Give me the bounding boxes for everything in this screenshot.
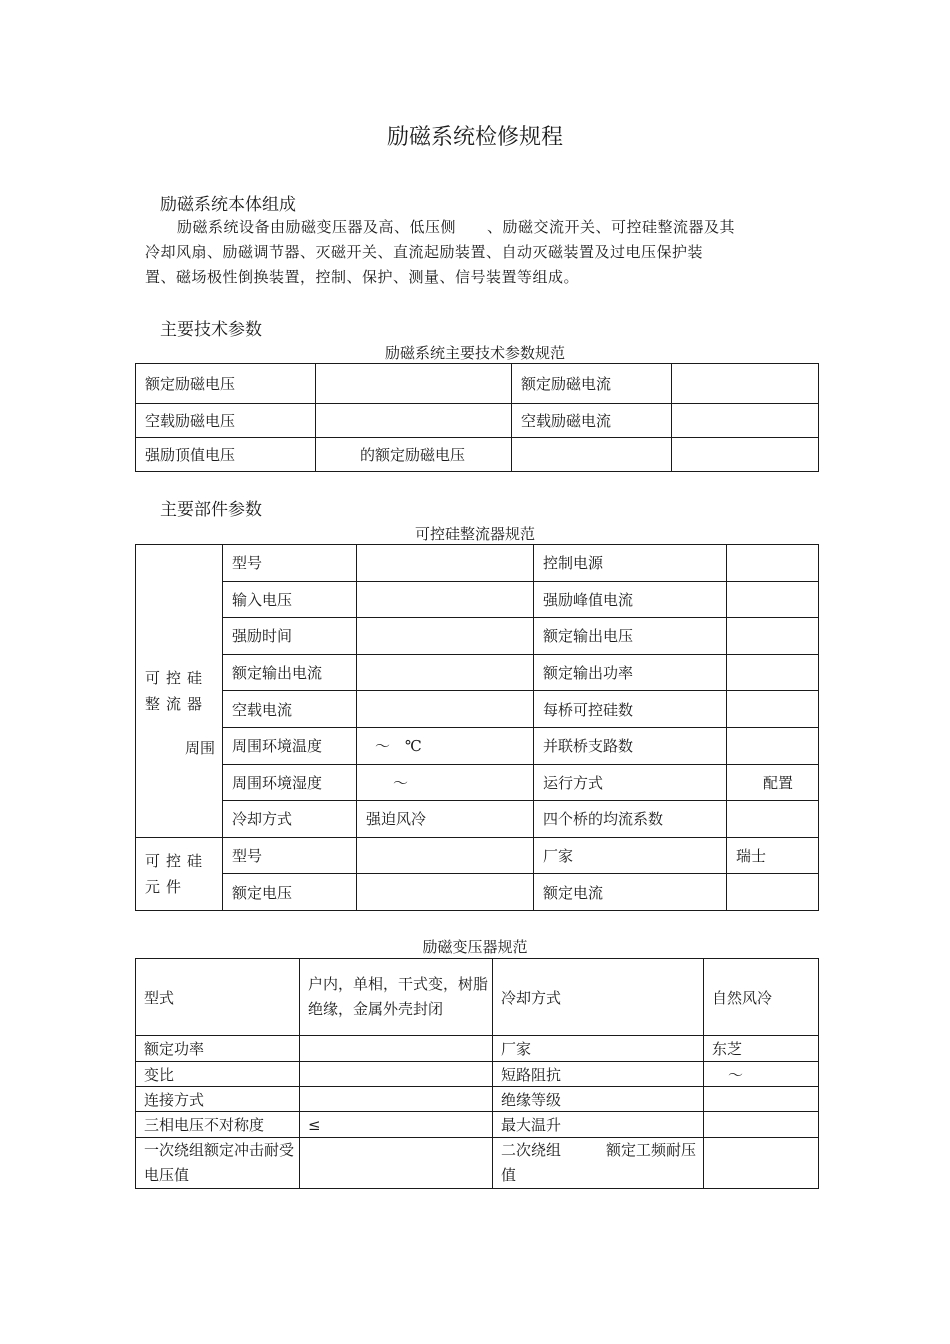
param-label: 运行方式 [534, 764, 727, 801]
param-label: 额定励磁电流 [512, 364, 672, 404]
param-label: 额定电流 [534, 874, 727, 911]
param-label [512, 438, 672, 472]
param-value: 瑞士 [727, 837, 819, 874]
section-heading-components: 主要部件参数 [160, 500, 262, 520]
param-label: 二次绕组 额定工频耐压值 [493, 1138, 704, 1189]
param-label: 四个桥的均流系数 [534, 801, 727, 838]
param-label: 一次绕组额定冲击耐受电压值 [136, 1138, 300, 1189]
section-heading-composition: 励磁系统本体组成 [160, 195, 296, 215]
param-label: 厂家 [493, 1036, 704, 1062]
param-label: 型号 [223, 545, 357, 582]
table-row [136, 1062, 819, 1087]
table-row [136, 1112, 819, 1138]
table-row [136, 837, 819, 874]
paragraph-line-2: 冷却风扇、励磁调节器、灭磁开关、直流起励装置、自动灭磁装置及过电压保护装 [145, 243, 704, 261]
param-label: 型式 [136, 959, 300, 1036]
param-label: 每桥可控硅数 [534, 691, 727, 728]
param-value: ～ [704, 1062, 819, 1087]
transformer-caption: 励磁变压器规范 [422, 938, 528, 956]
param-label: 输入电压 [223, 581, 357, 618]
table-row [136, 874, 819, 911]
tech-params-table [135, 363, 819, 472]
param-value [727, 691, 819, 728]
table-row [136, 1138, 819, 1189]
param-label: 额定输出功率 [534, 654, 727, 691]
param-value [316, 364, 512, 404]
param-label: 绝缘等级 [493, 1087, 704, 1112]
param-value [300, 1087, 493, 1112]
param-value [300, 1062, 493, 1087]
table-row [136, 1087, 819, 1112]
group-label-rectifier: 可控硅整流器 [136, 545, 223, 838]
param-label: 冷却方式 [223, 801, 357, 838]
param-value [357, 654, 534, 691]
param-value: ～ ℃ [357, 727, 534, 764]
param-label: 周围环境湿度 [223, 764, 357, 801]
param-label: 空载电流 [223, 691, 357, 728]
param-label: 额定励磁电压 [136, 364, 316, 404]
table-row [136, 545, 819, 582]
param-value: 配置 [727, 764, 819, 801]
param-value [727, 545, 819, 582]
param-value [357, 837, 534, 874]
table-row [136, 801, 819, 838]
param-value [727, 874, 819, 911]
param-label: 短路阻抗 [493, 1062, 704, 1087]
param-value [357, 874, 534, 911]
param-value: 强迫风冷 [357, 801, 534, 838]
param-value [704, 1138, 819, 1189]
paragraph-line-1: 励磁系统设备由励磁变压器及高、低压侧 、励磁交流开关、可控硅整流器及其 [177, 218, 736, 236]
param-label: 额定输出电压 [534, 618, 727, 655]
table-row [136, 959, 819, 1036]
param-value [672, 404, 819, 438]
param-value: 的额定励磁电压 [316, 438, 512, 472]
rectifier-caption: 可控硅整流器规范 [414, 525, 535, 543]
param-label: 强励峰值电流 [534, 581, 727, 618]
document-title: 励磁系统检修规程 [386, 125, 563, 150]
tech-params-caption: 励磁系统主要技术参数规范 [384, 344, 565, 362]
param-value [300, 1138, 493, 1189]
param-value [727, 727, 819, 764]
param-value [357, 618, 534, 655]
param-label: 三相电压不对称度 [136, 1112, 300, 1138]
param-value [727, 618, 819, 655]
table-row [136, 1036, 819, 1062]
param-value [727, 654, 819, 691]
param-value [357, 545, 534, 582]
param-label: 变比 [136, 1062, 300, 1087]
param-value: 户内，单相，干式变，树脂绝缘，金属外壳封闭 [300, 959, 493, 1036]
param-label: 型号 [223, 837, 357, 874]
table-row [136, 654, 819, 691]
param-value: 东芝 [704, 1036, 819, 1062]
table-row [136, 404, 819, 438]
param-value: ～ [357, 764, 534, 801]
param-label: 强励顶值电压 [136, 438, 316, 472]
param-label: 周围 周围环境温度 [223, 727, 357, 764]
table-row [136, 438, 819, 472]
table-row [136, 727, 819, 764]
param-value [727, 801, 819, 838]
table-row [136, 364, 819, 404]
section-heading-tech-params: 主要技术参数 [160, 320, 262, 340]
param-value: 自然风冷 [704, 959, 819, 1036]
param-label: 强励时间 [223, 618, 357, 655]
param-label: 厂家 [534, 837, 727, 874]
table-row [136, 581, 819, 618]
param-value [672, 364, 819, 404]
param-label: 额定功率 [136, 1036, 300, 1062]
table-row [136, 618, 819, 655]
param-value [316, 404, 512, 438]
param-value [704, 1087, 819, 1112]
param-value [357, 581, 534, 618]
overflow-prefix: 周围 [185, 738, 216, 757]
param-value: ≤ [300, 1112, 493, 1138]
table-row [136, 764, 819, 801]
group-label-thyristor: 可控硅元件 [136, 837, 223, 910]
param-label: 空载励磁电压 [136, 404, 316, 438]
param-label: 控制电源 [534, 545, 727, 582]
param-label: 冷却方式 [493, 959, 704, 1036]
param-label: 空载励磁电流 [512, 404, 672, 438]
table-row [136, 691, 819, 728]
param-label: 连接方式 [136, 1087, 300, 1112]
param-value [727, 581, 819, 618]
transformer-table [135, 958, 819, 1189]
param-value [300, 1036, 493, 1062]
param-value [704, 1112, 819, 1138]
rectifier-table [135, 544, 819, 911]
param-label: 最大温升 [493, 1112, 704, 1138]
param-label: 额定电压 [223, 874, 357, 911]
param-label: 并联桥支路数 [534, 727, 727, 764]
param-label: 额定输出电流 [223, 654, 357, 691]
param-value [672, 438, 819, 472]
paragraph-line-3: 置、磁场极性倒换装置，控制、保护、测量、信号装置等组成。 [145, 268, 580, 286]
param-value [357, 691, 534, 728]
composition-paragraph [145, 215, 810, 290]
